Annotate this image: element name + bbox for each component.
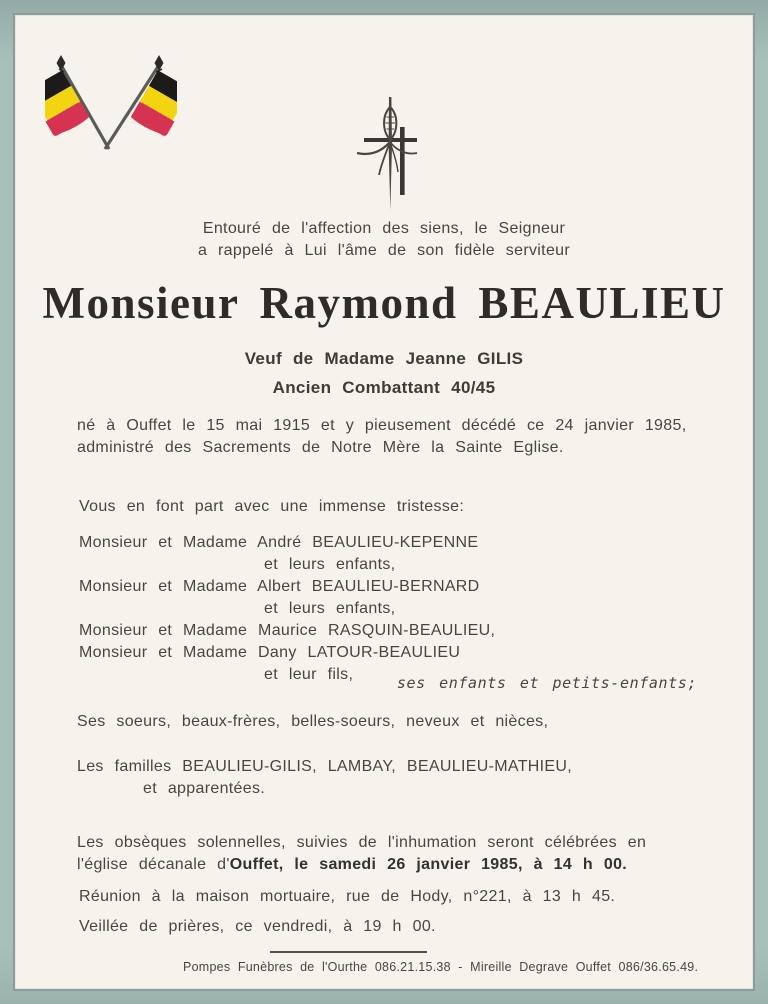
ceremony-line-2-regular: l'église décanale d' — [77, 856, 230, 873]
families-line-1: Les familles BEAULIEU-GILIS, LAMBAY, BEAULIEU-MATHIEU, — [77, 758, 573, 775]
children-grandchildren-note: ses enfants et petits-enfants; — [396, 674, 697, 692]
intro-line-2: a rappelé à Lui l'âme de son fidèle serviteur — [197, 242, 571, 259]
funeral-cross-icon — [345, 95, 437, 217]
families-line-2: et apparentées. — [143, 780, 266, 797]
family-line: Monsieur et Madame Maurice RASQUIN-BEAULIEU, — [79, 622, 496, 639]
widower-line: Veuf de Madame Jeanne GILIS — [244, 349, 524, 368]
family-line-children: et leurs enfants, — [264, 556, 396, 573]
funeral-home-footer: Pompes Funèbres de l'Ourthe 086.21.15.38 - Mireille Degrave Ouffet 086/36.65.49. — [183, 960, 699, 974]
footer-divider — [270, 951, 427, 953]
meeting-line: Réunion à la maison mortuaire, rue de Hody, n°221, à 13 h 45. — [79, 888, 616, 905]
family-line-children: et leurs enfants, — [264, 600, 396, 617]
family-line: Monsieur et Madame Dany LATOUR-BEAULIEU — [79, 644, 461, 661]
ceremony-line-2 — [77, 854, 732, 876]
veteran-line: Ancien Combattant 40/45 — [272, 378, 496, 397]
announcement-intro: Vous en font part avec une immense tristesse: — [79, 498, 465, 515]
family-list — [79, 532, 729, 686]
family-line-children: et leur fils, — [264, 666, 354, 683]
belgian-flags-icon — [45, 53, 177, 165]
families-paragraph — [77, 756, 727, 800]
ceremony-line-1: Les obsèques solennelles, suivies de l'inhumation seront célébrées en — [77, 834, 647, 851]
birth-death-line-1: né à Ouffet le 15 mai 1915 et y pieusement décédé ce 24 janvier 1985, — [77, 417, 687, 434]
deceased-name: Monsieur Raymond BEAULIEU — [42, 278, 726, 328]
funeral-card — [13, 13, 755, 991]
intro-line-1: Entouré de l'affection des siens, le Seigneur — [202, 220, 566, 237]
birth-death-paragraph — [77, 415, 727, 459]
birth-death-line-2: administré des Sacrements de Notre Mère la Sainte Eglise. — [77, 439, 564, 456]
relatives-line: Ses soeurs, beaux-frères, belles-soeurs, neveux et nièces, — [77, 713, 549, 730]
ceremony-line-2-bold: Ouffet, le samedi 26 janvier 1985, à 14 h 00. — [229, 856, 628, 873]
vigil-line: Veillée de prières, ce vendredi, à 19 h 00. — [79, 918, 436, 935]
ceremony-paragraph — [77, 832, 732, 876]
family-line: Monsieur et Madame André BEAULIEU-KEPENNE — [79, 534, 479, 551]
family-line: Monsieur et Madame Albert BEAULIEU-BERNARD — [79, 578, 480, 595]
intro-verse — [15, 218, 753, 262]
